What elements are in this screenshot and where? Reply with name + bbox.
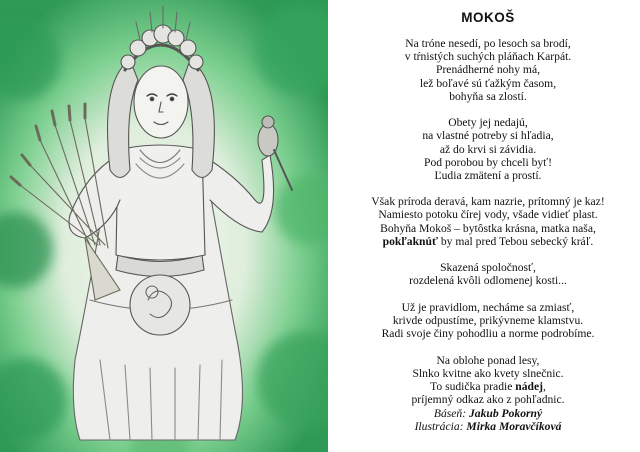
poem-line: Však príroda deravá, kam nazrie, prítomný je kaz! xyxy=(371,195,605,209)
illustration-author: Mirka Moravčíková xyxy=(466,420,562,434)
child-motif xyxy=(130,275,190,335)
poem-line: Slnko kvitne ako kvety slnečnic. xyxy=(412,366,564,380)
poem-line: Na tróne nesedí, po lesoch sa brodí, xyxy=(405,37,571,50)
poem-line: príjemný odkaz ako z pohľadnic. xyxy=(411,393,565,407)
stanza xyxy=(336,116,640,182)
emphasis-word: pokľaknúť xyxy=(382,234,438,248)
poem-line: pokľaknúť by mal pred Tebou sebecký kráľ. xyxy=(382,234,594,248)
credits xyxy=(336,407,640,433)
poem-line: lež boľavé sú ťažkým časom, xyxy=(419,76,557,90)
poem-author: Jakub Pokorný xyxy=(468,407,543,420)
poem-line: Prenádherné nohy má, xyxy=(436,63,540,77)
stanza xyxy=(336,37,640,103)
poem-line: To sudička pradie nádej, xyxy=(430,379,546,393)
poem-line: Bohyňa Mokoš – bytôstka krásna, matka naša, xyxy=(380,221,596,235)
poem-line: Pod porobou by chceli byť! xyxy=(424,155,552,169)
poem-title: MOKOŠ xyxy=(461,10,515,25)
poem-line: bohyňa sa zlostí. xyxy=(449,89,527,103)
stanza xyxy=(336,354,640,407)
poem-line: Namiesto potoku čírej vody, všade vidieť plast. xyxy=(378,208,598,222)
poem-line: krivde odpustíme, prikývneme klamstvu. xyxy=(392,313,584,327)
poem-line: na vlastné potreby si hľadia, xyxy=(422,129,554,143)
emphasis-word: nádej xyxy=(515,379,543,393)
poem-line: Ľudia zmätení a prostí. xyxy=(434,168,542,182)
poem-credit: Báseň: Jakub Pokorný xyxy=(433,407,543,420)
poem-line: v tŕnistých suchých pláňach Karpát. xyxy=(404,50,572,64)
stanza xyxy=(336,261,640,287)
poem-line: Obety jej nedajú, xyxy=(448,116,528,130)
poem-line: Radi svoje činy pohodliu a norme podrobíme. xyxy=(381,327,595,341)
poem-line: Skazená spoločnosť, xyxy=(440,261,536,275)
illustration-credit: Ilustrácia: Mirka Moravčíková xyxy=(414,420,562,434)
stanza xyxy=(336,301,640,341)
poem-panel xyxy=(336,0,640,452)
poem-line: Na oblohe ponad lesy, xyxy=(436,353,540,367)
poem-line: Už je pravidlom, necháme sa zmiasť, xyxy=(401,300,575,314)
poem-body xyxy=(336,37,640,406)
poem-line: až do krvi si závidia. xyxy=(439,142,537,156)
poem-line: rozdelená kvôli odlomenej kosti... xyxy=(409,274,567,288)
stanza xyxy=(336,195,640,248)
